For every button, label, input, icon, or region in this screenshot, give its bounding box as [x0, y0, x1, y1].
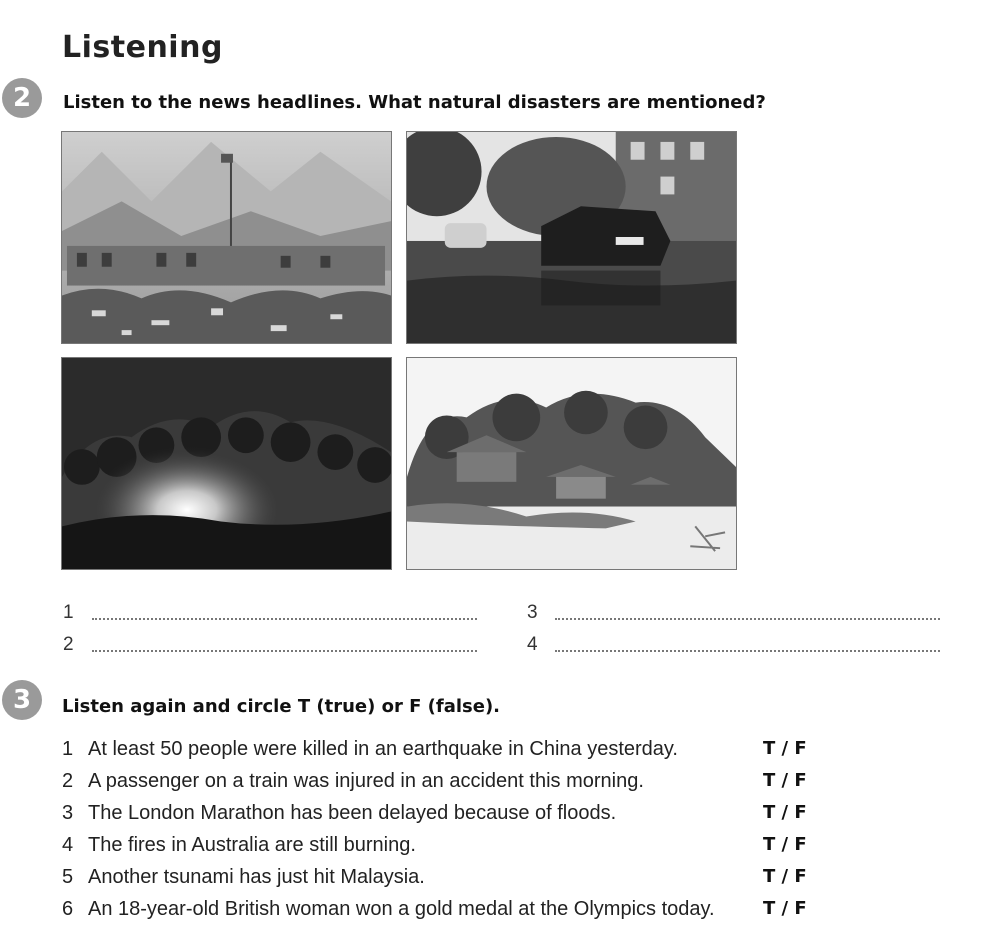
true-false-choice[interactable]: T / F: [763, 770, 807, 791]
answer-1-number: 1: [63, 602, 74, 623]
statement-row: [62, 898, 822, 928]
statement-text: An 18-year-old British woman won a gold medal at the Olympics today.: [88, 898, 715, 920]
answer-3-number: 3: [527, 602, 538, 623]
statement-row: [62, 802, 822, 832]
statement-text: The London Marathon has been delayed because of floods.: [88, 802, 617, 824]
statement-row: [62, 866, 822, 896]
answer-4-number: 4: [527, 634, 538, 655]
statement-number: 3: [62, 802, 74, 824]
true-false-choice[interactable]: T / F: [763, 898, 807, 919]
answer-3-line[interactable]: [555, 618, 940, 620]
statement-row: [62, 834, 822, 864]
flooded-street-photo: [406, 131, 737, 344]
true-false-choice[interactable]: T / F: [763, 738, 807, 759]
forest-fire-photo: [61, 357, 392, 570]
exercise-2-instruction: Listen to the news headlines. What natural disasters are mentioned?: [63, 92, 766, 113]
exercise-2-badge: 2: [2, 78, 42, 118]
statement-text: The fires in Australia are still burning.: [88, 834, 416, 856]
exercise-3-badge: 3: [2, 680, 42, 720]
statement-text: At least 50 people were killed in an earthquake in China yesterday.: [88, 738, 678, 760]
earthquake-rubble-photo: [61, 131, 392, 344]
answer-4-line[interactable]: [555, 650, 940, 652]
answer-2-line[interactable]: [92, 650, 477, 652]
statement-number: 1: [62, 738, 74, 760]
exercise-3-instruction: Listen again and circle T (true) or F (false).: [62, 696, 501, 717]
statement-number: 6: [62, 898, 74, 920]
true-false-choice[interactable]: T / F: [763, 834, 807, 855]
statement-number: 4: [62, 834, 74, 856]
statement-text: Another tsunami has just hit Malaysia.: [88, 866, 425, 888]
tsunami-beach-photo: [406, 357, 737, 570]
answer-2-number: 2: [63, 634, 74, 655]
statement-row: [62, 738, 822, 768]
true-false-choice[interactable]: T / F: [763, 802, 807, 823]
section-title: Listening: [62, 30, 223, 65]
true-false-choice[interactable]: T / F: [763, 866, 807, 887]
statement-row: [62, 770, 822, 800]
statement-number: 5: [62, 866, 74, 888]
answer-1-line[interactable]: [92, 618, 477, 620]
statement-number: 2: [62, 770, 74, 792]
statement-text: A passenger on a train was injured in an accident this morning.: [88, 770, 644, 792]
